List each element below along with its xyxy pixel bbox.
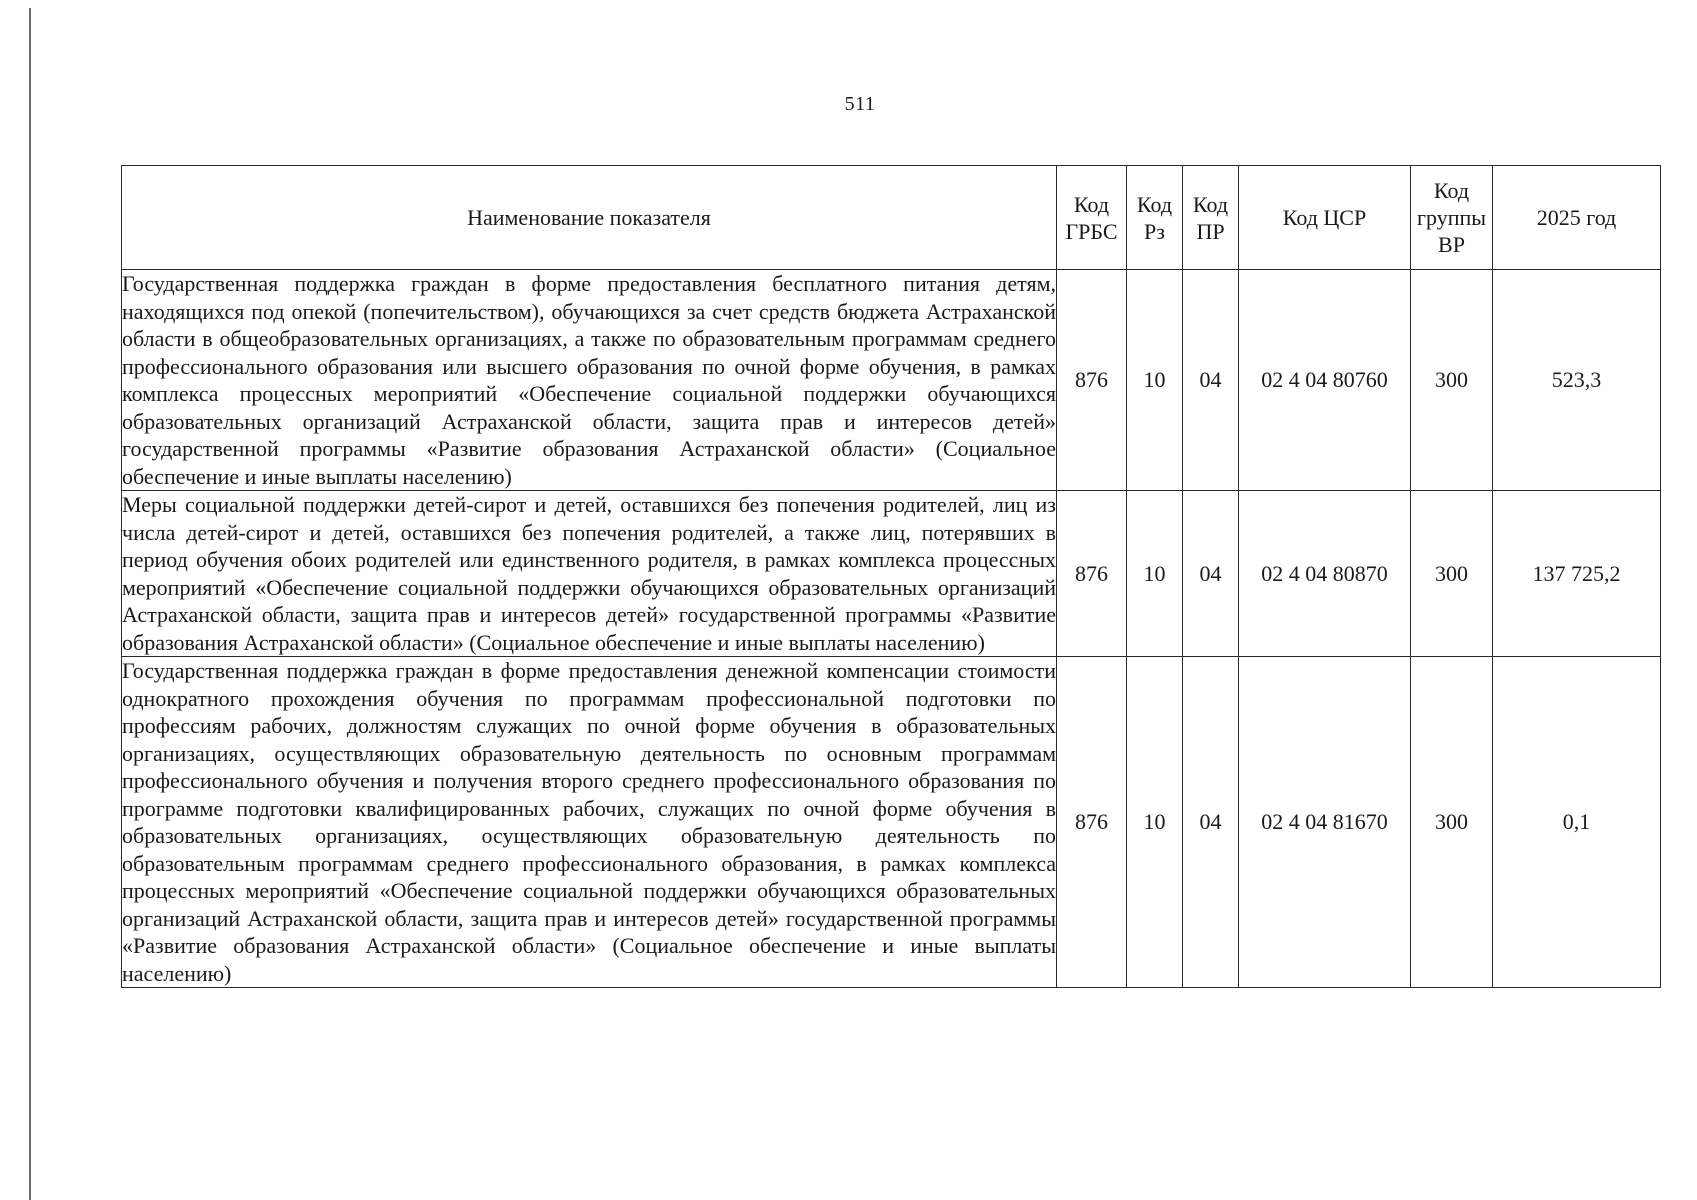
scan-edge-line (29, 8, 31, 1200)
header-vr: Код группы ВР (1411, 166, 1493, 270)
row-name: Меры социальной поддержки детей-сирот и детей, оставшихся без попечения родителей, лиц из числа детей-сирот и детей, оставшихся без попечения родителей, а также лиц, потерявших в период обучения обоих родителей или единственного родителя, в рамках комплекса процессных мероприятий «Обеспечение социальной поддержки обучающихся образовательных организаций Астраханской области, защита прав и интересов детей» государственной программы «Развитие образования Астраханской области» (Социальное обеспечение и иные выплаты населению) (122, 492, 1056, 655)
row-vr: 300 (1411, 491, 1493, 657)
row-amount: 0,1 (1493, 657, 1661, 988)
row-pr: 04 (1183, 270, 1239, 491)
row-pr: 04 (1183, 491, 1239, 657)
table-header-row (122, 166, 1661, 270)
row-pr: 04 (1183, 657, 1239, 988)
row-csr: 02 4 04 80870 (1239, 491, 1411, 657)
row-vr: 300 (1411, 270, 1493, 491)
header-rz: Код Рз (1127, 166, 1183, 270)
page-number: 511 (844, 93, 876, 115)
table-row (122, 491, 1661, 657)
row-amount: 523,3 (1493, 270, 1661, 491)
row-name: Государственная поддержка граждан в форме предоставления бесплатного питания детям, находящихся под опекой (попечительством), обучающихся за счет средств бюджета Астраханской области в общеобразовательных организациях, а также по образовательным программам среднего профессионального образования или высшего образования по очной форме обучения, в рамках комплекса процессных мероприятий «Обеспечение социальной поддержки обучающихся образовательных организаций Астраханской области, защита прав и интересов детей» государственной программы «Развитие образования Астраханской области» (Социальное обеспечение и иные выплаты населению) (122, 271, 1056, 489)
row-amount: 137 725,2 (1493, 491, 1661, 657)
row-vr: 300 (1411, 657, 1493, 988)
row-grbs: 876 (1057, 657, 1127, 988)
budget-table (121, 165, 1661, 988)
table-row (122, 270, 1661, 491)
header-name: Наименование показателя (122, 166, 1057, 270)
row-csr: 02 4 04 81670 (1239, 657, 1411, 988)
row-rz: 10 (1127, 657, 1183, 988)
header-csr: Код ЦСР (1239, 166, 1411, 270)
header-year: 2025 год (1493, 166, 1661, 270)
row-rz: 10 (1127, 491, 1183, 657)
row-csr: 02 4 04 80760 (1239, 270, 1411, 491)
row-name: Государственная поддержка граждан в форме предоставления денежной компенсации стоимости однократного прохождения обучения по программам профессиональной подготовки по профессиям рабочих, должностям служащих по очной форме обучения в образовательных организациях, осуществляющих образовательную деятельность по основным программам профессионального обучения и получения второго среднего профессионального образования по программе подготовки квалифицированных рабочих, служащих по очной форме обучения в образовательных организациях, осуществляющих образовательную деятельность по образовательным программам среднего профессионального образования, в рамках комплекса процессных мероприятий «Обеспечение социальной поддержки обучающихся образовательных организаций Астраханской области, защита прав и интересов детей» государственной программы «Развитие образования Астраханской области» (Социальное обеспечение и иные выплаты населению) (122, 658, 1056, 986)
row-grbs: 876 (1057, 491, 1127, 657)
row-grbs: 876 (1057, 270, 1127, 491)
row-rz: 10 (1127, 270, 1183, 491)
header-pr: Код ПР (1183, 166, 1239, 270)
header-grbs: Код ГРБС (1057, 166, 1127, 270)
table-row (122, 657, 1661, 988)
